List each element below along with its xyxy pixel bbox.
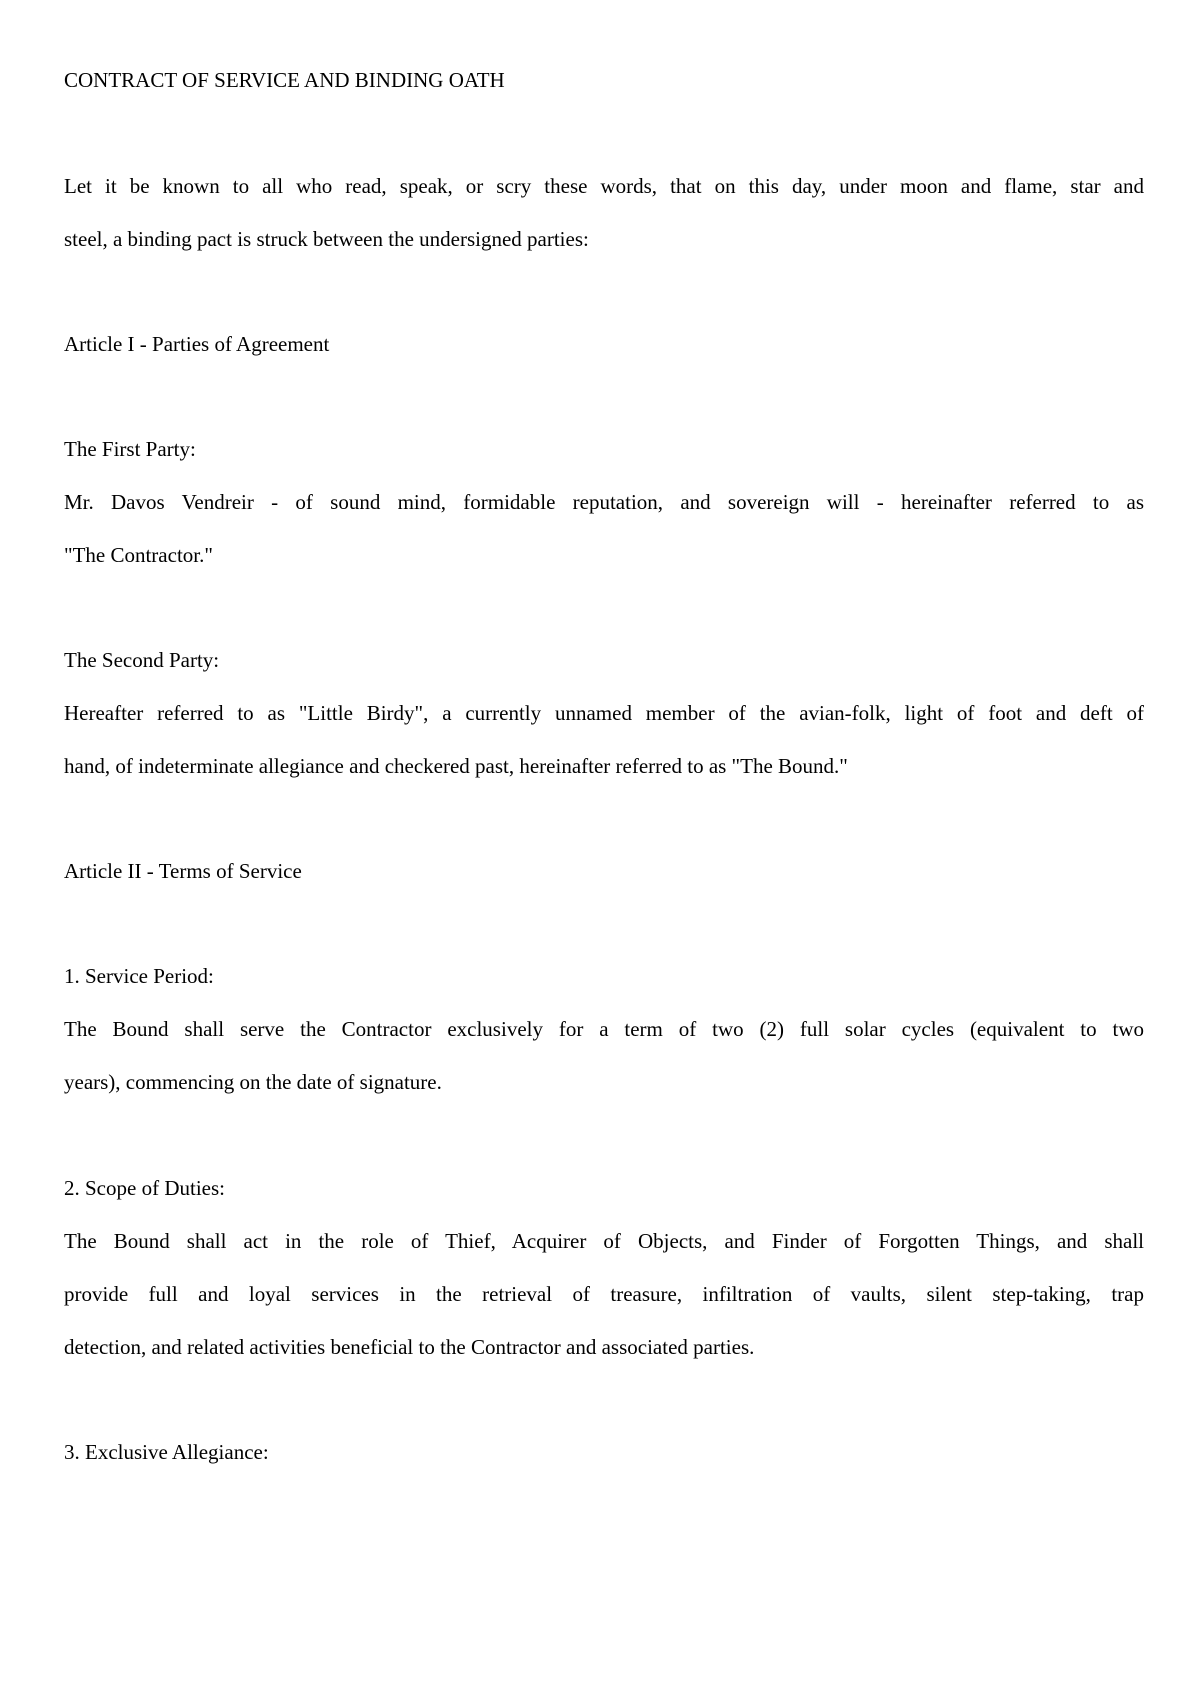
first-party-line-2: "The Contractor." [64, 543, 213, 567]
first-party-label: The First Party: [64, 437, 196, 461]
second-party-label: The Second Party: [64, 648, 220, 672]
preamble-line-2: steel, a binding pact is struck between the undersigned parties: [64, 227, 589, 251]
clause-2-line-2: provide full and loyal services in the retrieval of treasure, infiltration of vaults, silent step-taking, trap [64, 1282, 1144, 1306]
clause-3-heading: 3. Exclusive Allegiance: [64, 1440, 269, 1464]
document-title: CONTRACT OF SERVICE AND BINDING OATH [64, 68, 505, 92]
document-page [64, 0, 1144, 1696]
clause-1-line-1: The Bound shall serve the Contractor exclusively for a term of two (2) full solar cycles (equivalent to two [64, 1017, 1144, 1041]
second-party-line-2: hand, of indeterminate allegiance and checkered past, hereinafter referred to as "The Bound." [64, 754, 848, 778]
article-1-heading: Article I - Parties of Agreement [64, 332, 330, 356]
clause-2-line-1: The Bound shall act in the role of Thief, Acquirer of Objects, and Finder of Forgotten Things, and shall [64, 1229, 1144, 1253]
preamble-line-1: Let it be known to all who read, speak, or scry these words, that on this day, under moon and flame, star and [64, 174, 1144, 198]
clause-1-heading: 1. Service Period: [64, 964, 214, 988]
clause-1-line-2: years), commencing on the date of signature. [64, 1070, 442, 1094]
article-2-heading: Article II - Terms of Service [64, 859, 302, 883]
clause-2-line-3: detection, and related activities beneficial to the Contractor and associated parties. [64, 1335, 755, 1359]
clause-2-heading: 2. Scope of Duties: [64, 1176, 225, 1200]
second-party-line-1: Hereafter referred to as "Little Birdy", a currently unnamed member of the avian-folk, light of foot and deft of [64, 701, 1144, 725]
first-party-line-1: Mr. Davos Vendreir - of sound mind, formidable reputation, and sovereign will - hereinafter referred to as [64, 490, 1144, 514]
